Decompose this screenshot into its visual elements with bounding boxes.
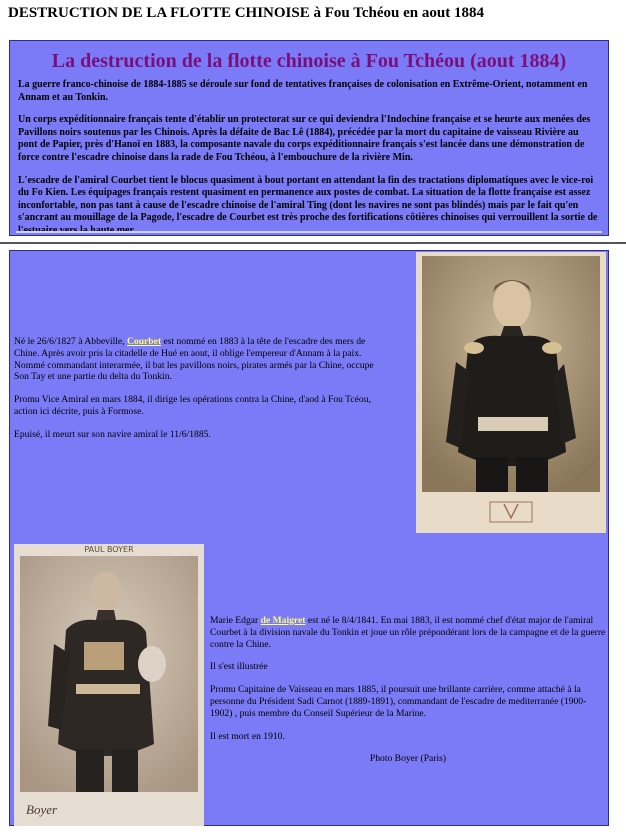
- courbet-photo: [416, 252, 606, 533]
- courbet-link[interactable]: Courbet: [126, 336, 162, 347]
- intro-divider: [16, 231, 602, 233]
- maigret-text: [210, 615, 606, 776]
- intro-paragraph: Un corps expéditionnaire français tente d'établir un protectorat sur ce qui deviendra l'Indochine française et se heurte aux menées des Pavillons noirs soutenus par les Chinois. Après la défaite de Bac Lê (1884), précédée par la mort du capitaine de vaisseau Rivière au pont de Papier, près d'Hanoï en 1883, la composante navale du corps expéditionnaire français s'est lancée dans une démonstration de force contre l'escadre chinoise dans la rade de Fou Tchéou, à l'embouchure de la rivière Min.: [18, 114, 591, 163]
- intro-paragraph: La guerre franco-chinoise de 1884-1885 se déroule sur fond de tentatives françaises de colonisation en Extrême-Orient, notamment en Annam et au Tonkin.: [18, 79, 588, 103]
- courbet-paragraph: Promu Vice Amiral en mars 1884, il dirige les opérations contra la Chine, d'aod à Fou Tcéou, action ici décrite, puis à Formose.: [14, 394, 371, 417]
- maigret-photo: [14, 544, 204, 826]
- photo-signature: Boyer: [26, 802, 58, 817]
- courbet-text-start: Né le 26/6/1827 à Abbeville,: [14, 336, 127, 347]
- maigret-link[interactable]: de Maigret: [260, 615, 306, 626]
- maigret-paragraph: Il s'est illustrée: [210, 661, 268, 673]
- intro-box: [9, 40, 609, 236]
- biography-box: [9, 250, 609, 826]
- photo-studio-label: PAUL BOYER: [84, 545, 134, 554]
- maigret-text-end: est né le 8/4/1841. En mai 1883, il est nommé chef d'état major de l'amiral Courbet à la division navale du Tonkin et joue un rôle prépondérant lors de la campagne et de la guerre contre la Chine.: [210, 615, 606, 650]
- maigret-paragraph: [210, 615, 606, 650]
- page-title: DESTRUCTION DE LA FLOTTE CHINOISE à Fou Tchéou en aout 1884: [8, 5, 484, 21]
- courbet-text: [14, 336, 388, 452]
- intro-heading: La destruction de la flotte chinoise à Fou Tchéou (aout 1884): [51, 50, 567, 72]
- section-divider: [0, 242, 626, 244]
- maigret-paragraph: Il est mort en 1910.: [210, 730, 285, 742]
- courbet-paragraph: Epuisé, il meurt sur son navire amiral le 11/6/1885.: [14, 428, 211, 440]
- courbet-text-end: est nommé en 1883 à la tête de l'escadre des mers de Chine. Après avoir pris la citadelle de Hué en aout, il oblige l'empereur d'Annam à la paix. Nommé commandant interarmée, il bat les pavillons noirs, pirates armés par la Chine, occupe Son Tay et une partie du delta du Tonkin.: [14, 336, 374, 383]
- intro-paragraph: L'escadre de l'amiral Courbet tient le blocus quasiment à bout portant en attendant la fin des tractations diplomatiques avec le vice-roi du Fo Kien. Les équipages français restent quasiment en permanence aux postes de combat. La situation de la flotte française est assez inconfortable, non pas tant à cause de l'escadre chinoise de l'amiral Ting (dont les navires ne sont pas blindés) mais par le fait qu'en s'ancrant au mouillage de la Pagode, l'escadre de Courbet est très proche des fortifications côtières chinoises qui verrouillent la sortie de: [18, 174, 598, 224]
- photo-caption: Photo Boyer (Paris): [369, 753, 447, 765]
- courbet-paragraph: [14, 336, 388, 383]
- maigret-paragraph: Promu Capitaine de Vaisseau en mars 1885, il poursuit une brillante carrière, comme attaché à la personne du Président Sadi Carnot (1889-1891), commandant de l'escadre de mediterranée (1900-1902) , puis membre du Conseil Supérieur de la Marine.: [210, 684, 587, 719]
- maigret-text-start: Marie Edgar: [210, 615, 261, 626]
